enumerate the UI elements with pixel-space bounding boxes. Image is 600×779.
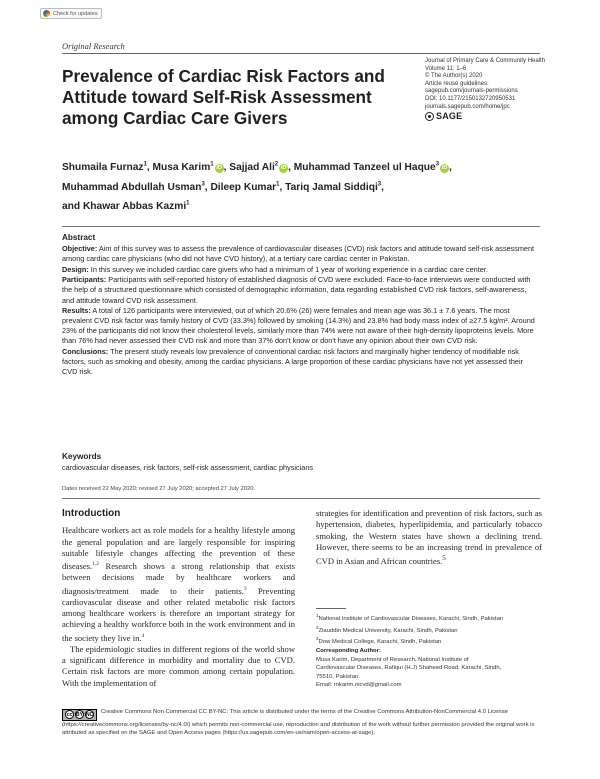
author[interactable]: Muhammad Abdullah Usman$^3$, [62,181,211,193]
abstract-divider [62,226,540,227]
body-left-column [62,508,295,689]
author[interactable]: Shumaila Furnaz$^1$, [62,162,153,174]
check-for-updates-label: Check for updates [53,10,98,17]
body-divider [62,498,540,499]
introduction-heading: Introduction [62,508,121,519]
author[interactable]: Dileep Kumar$^1$, [210,181,286,193]
orcid-icon[interactable]: iD [216,165,222,172]
abstract-results: Results: A total of 126 participants were interviewed, out of which 20.6% (26) were females and mean age was 36.1 ± 7.6 years. The most prevalent CVD risk factor was family history of CVD (33.3%) followed by smoking (14.3%) and 23.8% had body mass index of ≥27.5 kg/m². Around 23% of the participants did not know their cholesterol levels, similarly more than 74% were not aware of their high-density lipoproteins levels. More than 76% had never assessed their CVD risk and more than 37% don't know or don't have any opinion about their own CVD risk. [62,306,535,346]
affiliation: $^3$Dow Medical College, Karachi, Sindh, Pakistan [316,636,442,646]
footnote-divider [316,608,346,609]
abstract [62,233,540,378]
header-divider [62,53,540,54]
journal-volume: Volume 11: 1–6 [425,65,467,72]
sage-logo-text: SAGE [436,110,463,121]
affiliation: $^1$National Institute of Cardiovascular Diseases, Karachi, Sindh, Pakistan [316,613,504,622]
keywords-heading: Keywords [62,452,102,461]
orcid-icon[interactable]: iD [441,165,448,172]
by-icon: BY [76,712,83,718]
abstract-heading: Abstract [62,233,96,242]
copyright: © The Author(s) 2020 [425,73,483,80]
body-paragraph: Healthcare workers act as role models for a healthy lifestyle among the general population and are largely responsible for inspiring suitable lifestyle changes affecting the prevention of these diseases.$^{1,2}$ Research shows a strong relationship that exists between decisions made by healthcare workers and diagnosis/treatment made to their patients.$^3$ Preventing cardiovascular disease and other related metabolic risk factors among healthcare workers is therefore an important strategy for achieving a healthy workforce both in the work environment and in the society they live in.$^4$ [62,525,295,643]
citation[interactable]: 1,2 [92,561,100,568]
nc-icon: NC [86,712,94,718]
author[interactable]: Musa Karim$^1$iD , [152,162,230,174]
orcid-icon[interactable]: iD [280,165,287,172]
abstract-participants: Participants: Participants with self-reported history of established diagnosis of CVD were excluded. Face-to-face interviews were conducted with the help of a structured questionnaire which consisted of demographic information, data regarding established CVD risk factors, self-awareness, and attitude toward CVD risk assessment. [62,275,531,305]
permissions-link[interactable]: sagepub.com/journals-permissions [425,88,518,95]
keywords-section [62,452,540,473]
keywords-list: cardiovascular diseases, risk factors, self-risk assessment, cardiac physicians [62,463,314,472]
article-title: Prevalence of Cardiac Risk Factors and Attitude toward Self-Risk Assessment among Cardiac Care Givers [62,66,385,128]
license-notice [62,708,540,738]
crossmark-icon [43,10,50,17]
corresponding-line: 75510, Pakistan. [316,673,360,680]
cc-by-nc-badge[interactable] [62,709,97,721]
journal-info [425,58,545,121]
abstract-conclusions: Conclusions: The present study reveals low prevalence of conventional cardiac risk factors and marginally higher tendency of modifiable risk factors, such as smoking and obesity, among the cardiac physicians. A large proportion of these cardiac physicians have not yet assessed their CVD risk. [62,347,524,377]
author[interactable]: and Khawar Abbas Kazmi$^1$ [62,200,190,213]
author-list [62,157,547,215]
author[interactable]: Sajjad Ali$^2$iD , [229,162,294,174]
abstract-objective: Objective: Aim of this survey was to assess the prevalence of cardiovascular diseases (CVD) risk factors and attitude toward self-risk assessment among cardiac care physicians (who did not have CVD history), at a tertiary care cardiac center in Pakistan. [62,244,535,264]
sage-logo [425,112,545,121]
journal-url[interactable]: journals.sagepub.com/home/jpc [425,103,510,110]
citation[interactable]: 3 [243,585,247,592]
journal-name: Journal of Primary Care & Community Health [425,58,546,64]
corresponding-email[interactable]: Email: mkarim.nicvd@gmail.com [316,682,402,689]
doi[interactable]: DOI: 10.1177/2150132720950531 [425,95,516,102]
citation[interactable]: 4 [141,632,145,639]
author[interactable]: Muhammad Tanzeel ul Haque$^3$iD , [293,162,452,174]
abstract-design: Design: In this survey we included cardiac care givers who had a minimum of 1 year of working experience in a cardiac care center. [62,264,488,274]
affiliation: $^2$Ziauddin Medical University, Karachi, Sindh, Pakistan [316,624,458,634]
corresponding-line: Musa Karim, Department of Research, National Institute of [316,656,469,663]
corresponding-heading: Corresponding Author: [316,648,381,654]
reuse-guidelines: Article reuse guidelines: [425,80,489,87]
citation[interactable]: 5 [442,554,446,563]
body-paragraph: strategies for identification and prevention of risk factors, such as hypertension, diabetes, hyperlipidemia, and particularly tobacco smoking, the Western states have shown a declining trend. However, there seems to be an increasing trend in prevalence of CVD in Asian and African countries.$^5$ [316,508,542,567]
check-for-updates-badge[interactable] [40,8,102,19]
sage-logo-icon [425,112,434,121]
author[interactable]: Tariq Jamal Siddiqi$^3$, [285,181,384,193]
article-type: Original Research [62,41,125,51]
body-paragraph: The epidemiologic studies in different regions of the world show a significant difference in morbidity and mortality due to CVD. Certain risk factors are more common among certain population. With the implementation of [62,643,295,688]
dates: Dates received 22 May 2020; revised 27 July 2020; accepted 27 July 2020. [62,486,256,492]
corresponding-line: Cardiovascular Diseases, Rafiqui (H.J) Shaheed Road, Karachi, Sindh, [316,665,502,672]
corresponding-author [316,647,542,690]
license-text: Creative Commons Non Commercial CC BY-NC: This article is distributed under the terms of the Creative Commons Attribution-NonCommercial 4.0 License (https://creativecommons.org/licenses/by-nc/4.0/) which permits non-commercial use, reproduction and distribution of the work without further permission provided the original work is attributed as specified on the SAGE and Open Access pages (https://us.sagepub.com/en-us/nam/open-access-at-sage). [62,709,535,737]
affiliations [316,612,542,647]
cc-icon: cc [66,712,73,718]
body-right-column [316,508,542,567]
